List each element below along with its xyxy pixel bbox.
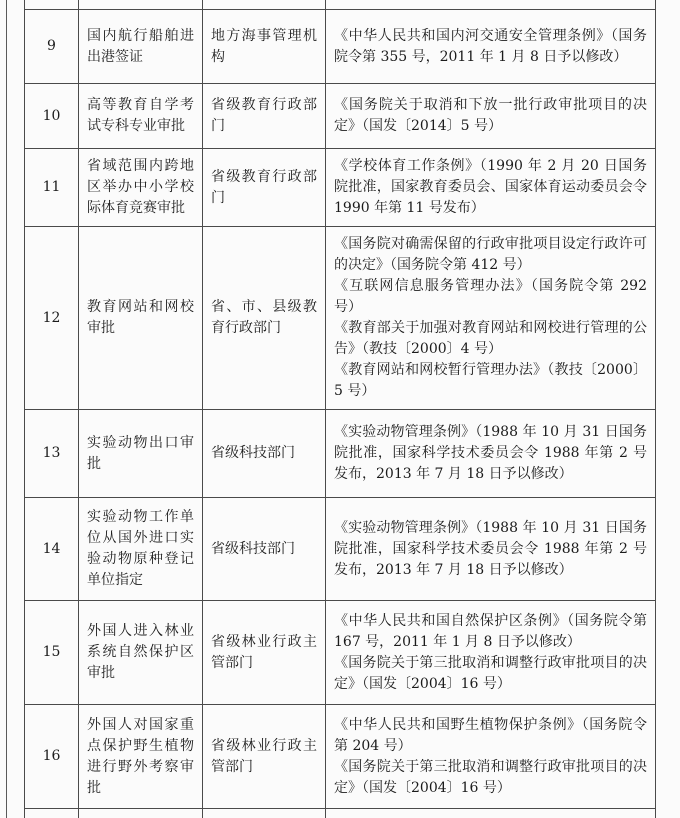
row-number-cell: 9 (25, 10, 79, 84)
empty-cell (326, 0, 656, 10)
legal-basis-entry: 《教育部关于加强对教育网站和网校进行管理的公告》（教技〔2000〕4 号） (334, 320, 647, 357)
empty-cell (203, 0, 326, 10)
authority-cell: 省级教育行政部门 (203, 84, 326, 149)
legal-basis-entry: 《实验动物管理条例》（1988 年 10 月 31 日国务院批准，国家科学技术委员会令 1988 年第 2 号发布，2013 年 7 月 18 日予以修改） (334, 424, 647, 482)
row-number-cell: 13 (25, 410, 79, 498)
table-row (25, 10, 656, 84)
table-row (25, 227, 656, 410)
legal-basis-entry: 《国务院对确需保留的行政审批项目设定行政许可的决定》（国务院令第 412 号） (334, 236, 647, 273)
item-name-cell: 国内航行船舶进出港签证 (79, 10, 203, 84)
page-edge-line (6, 0, 7, 818)
authority-cell: 省级林业行政主管部门 (203, 601, 326, 705)
row-number-cell: 15 (25, 601, 79, 705)
item-name-cell: 高等教育自学考试专科专业审批 (79, 84, 203, 149)
legal-basis-cell (326, 10, 656, 84)
authority-cell: 省级科技部门 (203, 498, 326, 601)
table-row (25, 84, 656, 149)
item-name-cell: 外国人进入林业系统自然保护区审批 (79, 601, 203, 705)
empty-cell (326, 809, 656, 818)
item-name-cell: 教育网站和网校审批 (79, 227, 203, 410)
authority-cell: 省级教育行政部门 (203, 149, 326, 227)
partial-row-bottom (25, 809, 656, 818)
table-row (25, 410, 656, 498)
empty-cell (79, 809, 203, 818)
item-name-cell: 外国人对国家重点保护野生植物进行野外考察审批 (79, 705, 203, 809)
item-name-cell: 实验动物出口审批 (79, 410, 203, 498)
legal-basis-entry: 《国务院关于取消和下放一批行政审批项目的决定》（国发〔2014〕5 号） (334, 97, 647, 134)
legal-basis-entry: 《国务院关于第三批取消和调整行政审批项目的决定》（国发〔2004〕16 号） (334, 758, 647, 796)
authority-cell: 省级林业行政主管部门 (203, 705, 326, 809)
row-number-cell: 12 (25, 227, 79, 410)
partial-row-top (25, 0, 656, 10)
table-row (25, 705, 656, 809)
legal-basis-cell (326, 84, 656, 149)
authority-cell: 省、市、县级教育行政部门 (203, 227, 326, 410)
table-row (25, 149, 656, 227)
legal-basis-entry: 《中华人民共和国内河交通安全管理条例》（国务院令第 355 号，2011 年 1 月 8 日予以修改） (334, 27, 647, 65)
empty-cell (203, 809, 326, 818)
table-row (25, 601, 656, 705)
legal-basis-cell (326, 149, 656, 227)
legal-basis-cell (326, 601, 656, 705)
table-row (25, 498, 656, 601)
empty-cell (25, 809, 79, 818)
item-name-cell: 实验动物工作单位从国外进口实验动物原种登记单位指定 (79, 498, 203, 601)
legal-basis-entry: 《互联网信息服务管理办法》（国务院令第 292 号） (334, 278, 647, 315)
row-number-cell: 16 (25, 705, 79, 809)
legal-basis-entry: 《实验动物管理条例》（1988 年 10 月 31 日国务院批准，国家科学技术委员会令 1988 年第 2 号发布，2013 年 7 月 18 日予以修改） (334, 519, 647, 578)
legal-basis-cell (326, 227, 656, 410)
legal-basis-cell (326, 705, 656, 809)
legal-basis-entry: 《教育网站和网校暂行管理办法》（教技〔2000〕5 号） (334, 362, 647, 399)
row-number-cell: 14 (25, 498, 79, 601)
empty-cell (79, 0, 203, 10)
row-number-cell: 11 (25, 149, 79, 227)
legal-basis-entry: 《中华人民共和国自然保护区条例》（国务院令第 167 号，2011 年 1 月 8 日予以修改） (334, 612, 647, 650)
item-name-cell: 省域范围内跨地区举办中小学校际体育竞赛审批 (79, 149, 203, 227)
authority-cell: 地方海事管理机构 (203, 10, 326, 84)
legal-basis-cell (326, 410, 656, 498)
table-body (25, 0, 656, 818)
row-number-cell: 10 (25, 84, 79, 149)
approval-items-table (24, 0, 656, 818)
legal-basis-entry: 《国务院关于第三批取消和调整行政审批项目的决定》（国发〔2004〕16 号） (334, 654, 647, 692)
authority-cell: 省级科技部门 (203, 410, 326, 498)
legal-basis-cell (326, 498, 656, 601)
empty-cell (25, 0, 79, 10)
legal-basis-entry: 《学校体育工作条例》（1990 年 2 月 20 日国务院批准，国家教育委员会、国家体育运动委员会令 1990 年第 11 号发布） (334, 158, 647, 216)
legal-basis-entry: 《中华人民共和国野生植物保护条例》（国务院令第 204 号） (334, 716, 647, 754)
